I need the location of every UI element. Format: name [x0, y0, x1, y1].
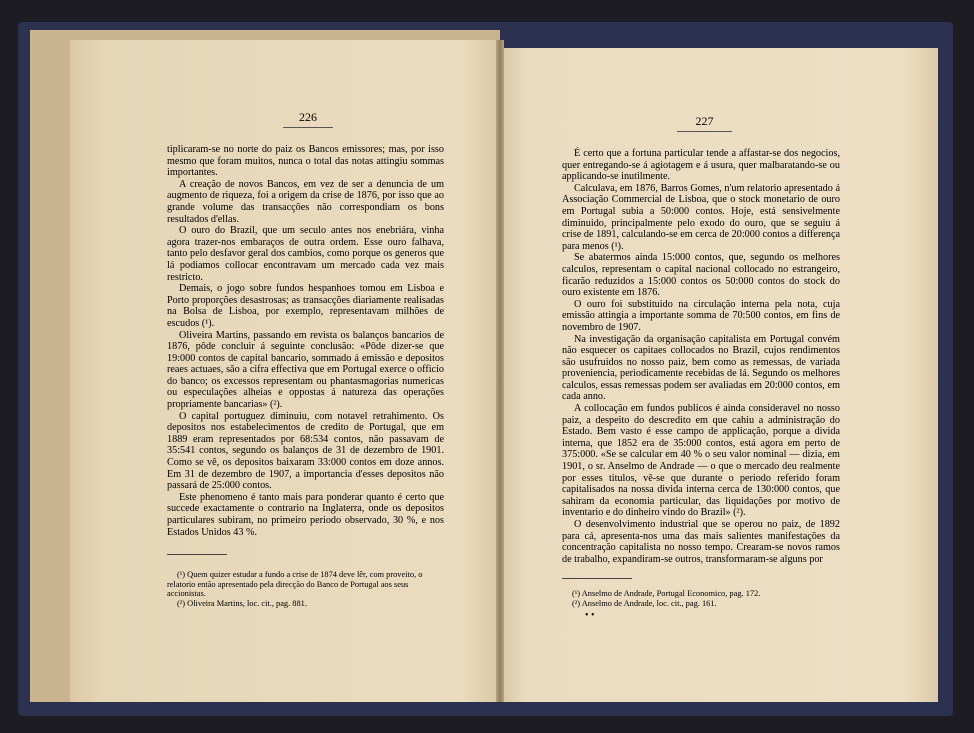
paragraph: A collocação em fundos publicos é ainda consideravel no nosso paiz, a despeito do descredito em que cahiu a administração do Estado. Bem vasto é esse campo de applicação, porque a divida interna, que 1852 era de 35:000 contos, está agora em perto de 375:000. «Se se calcular em 40 % o seu valor nominal — dizia, em 1901, o sr. Anselmo de Andrade — o que o mercado deu realmente por esses titulos, vê-se que durante o periodo referido foram capitalisados na nossa divida interna cerca de 130:000 contos, que sahiram da economia particular, das liquidações por motivo de inventario e do dinheiro vindo do Brazil» (²). [562, 403, 840, 519]
footnote: (²) Oliveira Martins, loc. cit., pag. 881. [177, 598, 307, 608]
trailing-mark: • • [585, 610, 595, 621]
left-page-number: 226 [283, 110, 333, 128]
paragraph: Este phenomeno é tanto mais para ponderar quanto é certo que succede exactamente o contrario na Inglaterra, onde os depositos particulares subiram, no primeiro periodo observado, 30 %, e nos Estados Unidos 43 %. [167, 491, 444, 538]
paragraph: É certo que a fortuna particular tende a affastar-se dos negocios, quer entregando-se á agiotagem e á usura, quer malbaratando-se ou applicando-se inutilmente. [562, 148, 840, 183]
footnote-rule [562, 578, 632, 579]
paragraph: O ouro foi substituido na circulação interna pela nota, cuja emissão attingia a importante somma de 70:500 contos, em fins de novembro de 1907. [562, 298, 840, 333]
right-page-number: 227 [677, 114, 732, 132]
paragraph: tiplicaram-se no norte do paiz os Bancos emissores; mas, por isso mesmo que foram muitos, nunca o total das notas attingiu sommas importantes. [167, 144, 444, 179]
footnote-rule [167, 554, 227, 555]
paragraph: Demais, o jogo sobre fundos hespanhoes tomou em Lisboa e Porto proporções desastrosas; as transacções diariamente realisadas na Bolsa de Lisboa, por exemplo, representavam milhões de escudos (¹). [167, 283, 444, 329]
paragraph: Se abatermos ainda 15:000 contos, que, segundo os melhores calculos, representam o capital nacional collocado no estrangeiro, ficarão reduzidos a 15:000 contos os 50:000 contos do stock do ouro existente em 1876. [562, 252, 840, 299]
paragraph: A creação de novos Bancos, em vez de ser a denuncia de um augmento de riqueza, foi a origem da crise de 1876, por isso que ao grande volume das transacções não correspondiam os bons resultados d'ellas. [167, 178, 444, 225]
book-gutter [496, 40, 504, 702]
footnote: (¹) Anselmo de Andrade, Portugal Economico, pag. 172. [572, 589, 761, 598]
paragraph: Calculava, em 1876, Barros Gomes, n'um relatorio apresentado á Associação Commercial de Lisboa, que o stock monetario de ouro em Portugal subia a 50:000 contos. Hoje, está sensivelmente diminuido, principalmente pelo exodo do ouro, que se seguiu á crise de 1891, calculando-se em cerca de 20:000 contos a differença para menos (¹). [562, 182, 840, 252]
paragraph: Na investigação da organisação capitalista em Portugal convém não esquecer os capitaes collocados no Brazil, cujos rendimentos são usufruidos no nosso paiz, bem como as remessas, de variada proveniencia, periodicamente recebidas de lá. Segundo os melhores calculos, essas remessas podem ser avaliadas em 20:000 contos, em cada anno. [562, 333, 840, 403]
right-footnotes [562, 589, 840, 608]
footnote: (¹) Quem quizer estudar a fundo a crise de 1874 deve lêr, com proveito, o relatorio então apresentado pela direcção do Banco de Portugal aos seus accionistas. [167, 570, 423, 599]
paragraph: O ouro do Brazil, que um seculo antes nos enebriára, vinha agora trazer-nos embaraços de outra ordem. Esse ouro falhava, tanto pelo desfavor geral dos cambios, como porque os generos que lá podiamos collocar encontravam um mercado cada vez mais restricto. [167, 225, 444, 283]
paragraph: O capital portuguez diminuiu, com notavel retrahimento. Os depositos nos estabelecimentos de credito de Portugal, que em 1889 eram representados por 68:534 contos, não passavam de 35:541 contos, segundo os balanços de 31 de dezembro de 1901. Como se vê, os depositos baixaram 33:000 contos em doze annos. Em 31 de dezembro de 1907, a importancia d'esses depositos não passará de 25:000 contos. [167, 410, 444, 492]
left-footnotes [167, 570, 444, 608]
footnote: (²) Anselmo de Andrade, loc. cit., pag. 161. [572, 598, 717, 608]
right-page-text [562, 148, 840, 565]
left-page-text [167, 144, 444, 538]
paragraph: O desenvolvimento industrial que se operou no paiz, de 1892 para cá, apresenta-nos uma das mais salientes manifestações da concentração capitalista no nosso tempo. Crearam-se novos ramos de trabalho, expandiram-se outros, transformaram-se alguns por [562, 519, 840, 565]
paragraph: Oliveira Martins, passando em revista os balanços bancarios de 1876, pôde concluir á seguinte conclusão: «Pôde dizer-se que 19:000 contos de capital bancario, sommado á emissão e depositos reaes actuaes, são a cifra effectiva que em Portugal exerce o officio do banco; os excessos representam ou phantasmagorias numericas ou especulações alheias e oppostas á natureza das operações propriamente bancarias» (²). [167, 329, 444, 411]
